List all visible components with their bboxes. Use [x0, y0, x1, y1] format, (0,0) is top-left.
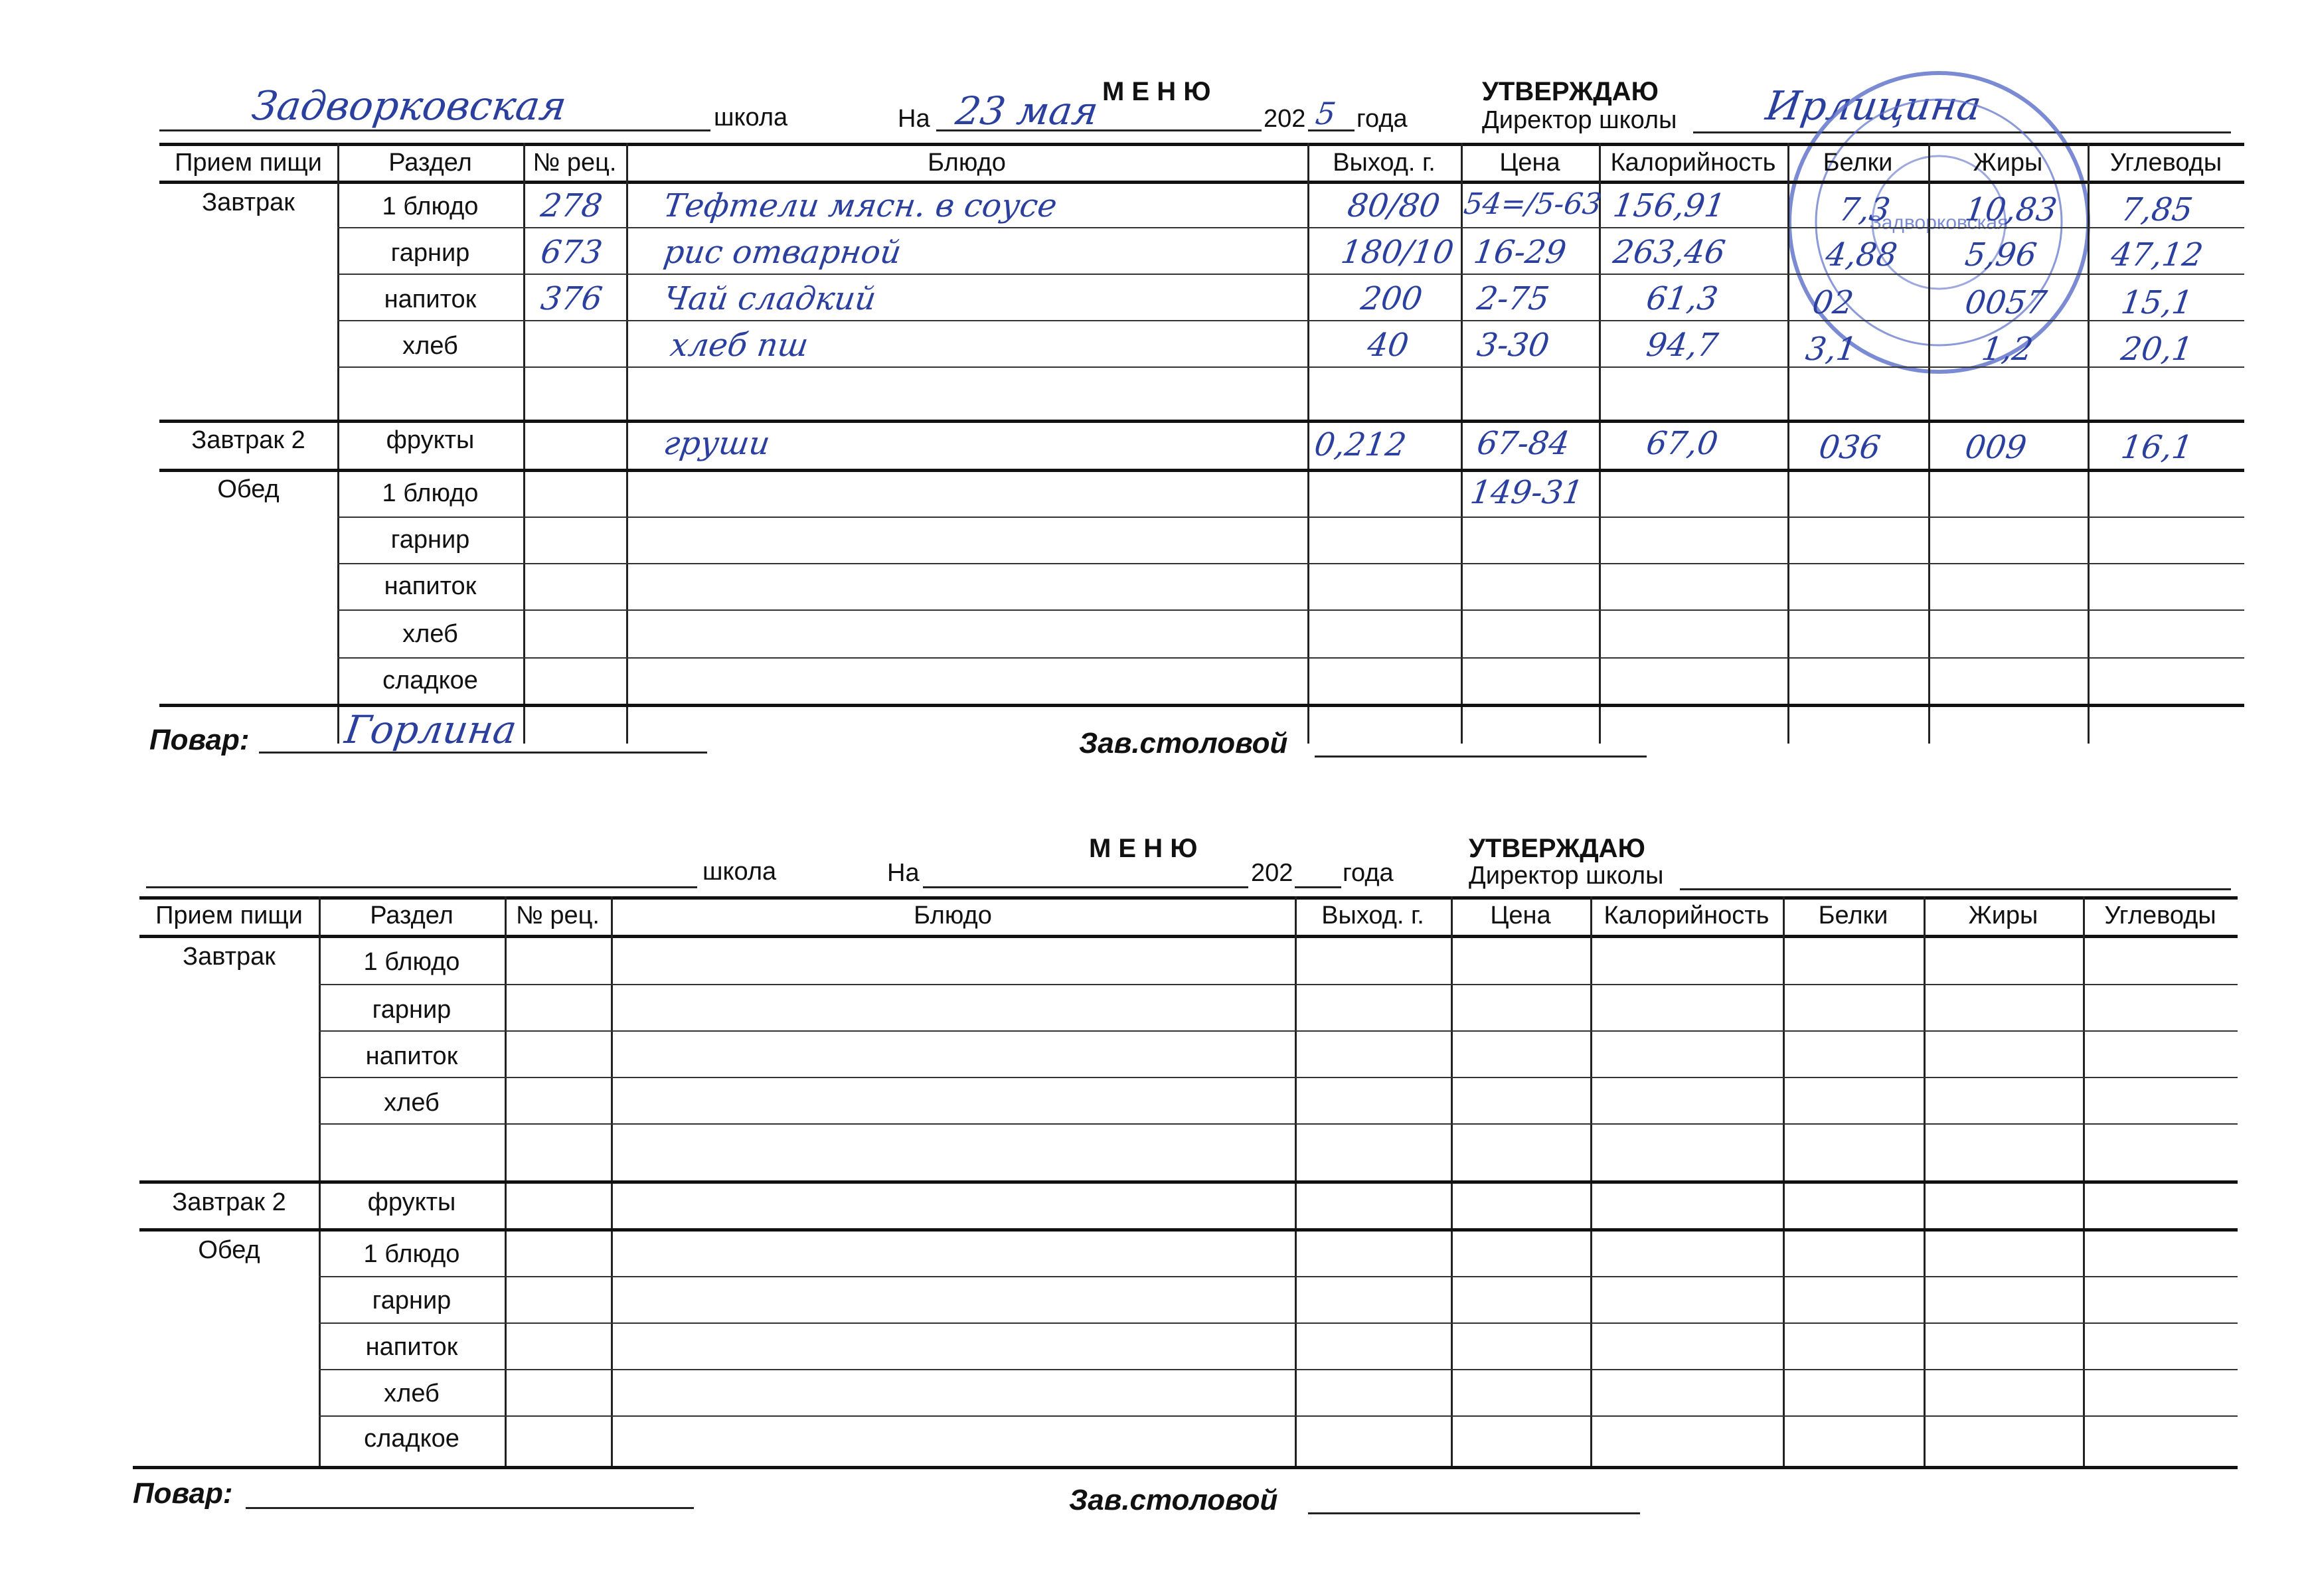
section-label: хлеб — [402, 332, 458, 360]
approve-label: УТВЕРЖДАЮ — [1469, 834, 1645, 863]
canteen-sign-line — [1315, 756, 1647, 758]
col-divider — [1307, 143, 1309, 744]
hw-fats: 10,83 — [1963, 191, 2060, 228]
section-label: напиток — [384, 572, 477, 600]
col-dish-header: Блюдо — [928, 149, 1006, 177]
hw-carbs: 15,1 — [2119, 284, 2195, 321]
canteen-label: Зав.столовой — [1079, 727, 1288, 759]
cook-label: Повар: — [133, 1477, 233, 1510]
hw-price: 54=/5-63 — [1461, 187, 1604, 221]
meal-label-lunch: Обед — [198, 1236, 260, 1264]
header-bottom-border — [139, 935, 2238, 938]
stamp-center-text: Задворковская — [1869, 212, 2009, 234]
year-line — [1295, 886, 1341, 888]
meal-label-breakfast-2: Завтрак 2 — [191, 426, 305, 454]
col-fats-header: Жиры — [1968, 902, 2038, 929]
section-label: гарнир — [372, 1287, 452, 1315]
hw-dish: Чай сладкий — [661, 280, 878, 317]
row-divider — [319, 1123, 2238, 1125]
row-divider — [337, 274, 2244, 275]
school-name-line — [159, 129, 710, 131]
col-recipe-header: № рец. — [516, 902, 600, 929]
year-digit-handwriting: 5 — [1313, 96, 1339, 131]
section-label: 1 блюдо — [382, 479, 479, 507]
col-price-header: Цена — [1490, 902, 1551, 929]
canteen-label: Зав.столовой — [1069, 1484, 1278, 1516]
year-label: года — [1357, 105, 1408, 133]
col-fats-header: Жиры — [1973, 149, 2043, 177]
date-line — [923, 886, 1248, 888]
col-divider — [2088, 143, 2090, 744]
col-price-header: Цена — [1499, 149, 1560, 177]
hw-yield: 40 — [1365, 327, 1412, 364]
hw-carbs: 47,12 — [2109, 236, 2206, 274]
row-divider — [337, 609, 2244, 611]
school-name-handwriting: Задворковская — [249, 83, 570, 129]
col-dish-header: Блюдо — [914, 902, 992, 929]
hw-proteins: 3,1 — [1803, 331, 1860, 368]
hw-calories: 156,91 — [1611, 187, 1728, 224]
block-divider — [159, 469, 2244, 472]
date-handwriting: 23 мая — [953, 88, 1102, 133]
hw-calories: 94,7 — [1644, 327, 1720, 364]
col-carbs-header: Углеводы — [2109, 149, 2222, 177]
section-label: напиток — [365, 1333, 458, 1361]
section-label: 1 блюдо — [363, 1240, 460, 1268]
menu-form-1 — [0, 40, 2304, 759]
block-divider — [139, 1228, 2238, 1232]
row-divider — [319, 1077, 2238, 1078]
hw-price: 67-84 — [1475, 425, 1572, 462]
director-label: Директор школы — [1469, 862, 1664, 890]
col-proteins-header: Белки — [1818, 902, 1888, 929]
col-divider — [1599, 143, 1601, 744]
col-divider — [523, 143, 525, 744]
menu-form-2 — [0, 797, 2304, 1516]
approve-label: УТВЕРЖДАЮ — [1482, 77, 1659, 106]
table-bottom-border — [133, 1466, 2238, 1469]
director-signature-handwriting: Ирлицина — [1763, 83, 1985, 129]
section-label: хлеб — [384, 1380, 440, 1407]
col-recipe-header: № рец. — [533, 149, 617, 177]
hw-calories: 61,3 — [1644, 280, 1720, 317]
section-label: гарнир — [372, 996, 452, 1024]
hw-carbs: 20,1 — [2119, 331, 2195, 368]
hw-price: 2-75 — [1475, 280, 1552, 317]
hw-calories: 67,0 — [1644, 425, 1720, 462]
hw-yield: 200 — [1358, 280, 1425, 317]
col-section-header: Раздел — [370, 902, 453, 929]
row-divider — [337, 517, 2244, 518]
section-label: напиток — [384, 285, 477, 313]
year-prefix: 202 — [1264, 105, 1306, 133]
menu-title: М Е Н Ю — [1102, 77, 1211, 106]
col-calories-header: Калорийность — [1604, 902, 1769, 929]
row-divider — [337, 320, 2244, 321]
col-yield-header: Выход. г. — [1321, 902, 1424, 929]
date-on-label: На — [887, 859, 920, 887]
table-top-border — [159, 143, 2244, 146]
school-label: школа — [702, 858, 777, 886]
col-meal-header: Прием пищи — [155, 902, 303, 929]
block-divider — [139, 1180, 2238, 1184]
row-divider — [337, 366, 2244, 368]
hw-recipe: 278 — [538, 187, 605, 224]
hw-price: 3-30 — [1475, 327, 1552, 364]
hw-fats: 0057 — [1963, 284, 2050, 321]
hw-fats: 1,2 — [1979, 331, 2036, 368]
block-divider — [159, 420, 2244, 423]
canteen-sign-line — [1308, 1512, 1640, 1514]
hw-recipe: 673 — [538, 234, 605, 271]
hw-carbs: 16,1 — [2119, 429, 2195, 466]
year-label: года — [1343, 859, 1394, 887]
date-on-label: На — [898, 105, 930, 133]
meal-label-breakfast: Завтрак — [183, 943, 276, 971]
header-bottom-border — [159, 181, 2244, 184]
hw-dish: Тефтели мясн. в соусе — [661, 187, 1060, 224]
section-label: 1 блюдо — [363, 948, 460, 976]
hw-price: 16-29 — [1471, 234, 1569, 271]
col-divider — [1928, 143, 1930, 744]
section-label: хлеб — [402, 620, 458, 648]
hw-yield: 180/10 — [1339, 234, 1456, 271]
hw-yield: 80/80 — [1345, 187, 1443, 224]
section-label: сладкое — [382, 667, 478, 694]
row-divider — [319, 1322, 2238, 1324]
meal-label-breakfast: Завтрак — [202, 189, 295, 216]
col-yield-header: Выход. г. — [1333, 149, 1436, 177]
hw-dish: рис отварной — [661, 234, 904, 271]
hw-proteins: 02 — [1810, 284, 1856, 321]
section-label: гарнир — [390, 239, 470, 267]
hw-yield: 0,212 — [1312, 426, 1409, 463]
section-label: хлеб — [384, 1089, 440, 1117]
section-label: 1 блюдо — [382, 193, 479, 220]
director-sign-line — [1680, 888, 2231, 890]
col-carbs-header: Углеводы — [2104, 902, 2216, 929]
row-divider — [319, 1369, 2238, 1370]
section-label: напиток — [365, 1042, 458, 1070]
row-divider — [319, 1415, 2238, 1417]
row-divider — [319, 1276, 2238, 1277]
cook-signature-handwriting: Горлина — [342, 707, 520, 752]
col-divider — [626, 143, 628, 744]
school-name-line — [146, 886, 697, 888]
meal-label-breakfast-2: Завтрак 2 — [172, 1188, 286, 1216]
row-divider — [337, 657, 2244, 659]
menu-title: М Е Н Ю — [1089, 834, 1198, 863]
hw-price: 149-31 — [1468, 474, 1586, 511]
section-label: фрукты — [367, 1188, 456, 1216]
section-label: сладкое — [364, 1425, 459, 1453]
director-label: Директор школы — [1482, 106, 1677, 134]
hw-recipe: 376 — [538, 280, 605, 317]
col-divider — [1461, 143, 1463, 744]
hw-carbs: 7,85 — [2119, 191, 2195, 228]
table-top-border — [139, 896, 2238, 900]
cook-label: Повар: — [149, 724, 250, 756]
hw-fats: 5,96 — [1963, 236, 2039, 274]
hw-fats: 009 — [1963, 429, 2029, 466]
section-label: фрукты — [386, 426, 475, 454]
hw-proteins: 4,88 — [1823, 236, 1900, 274]
col-proteins-header: Белки — [1823, 149, 1893, 177]
row-divider — [319, 1030, 2238, 1032]
cook-sign-line — [246, 1507, 694, 1509]
year-prefix: 202 — [1251, 859, 1293, 887]
hw-dish: хлеб пш — [668, 327, 811, 364]
row-divider — [337, 563, 2244, 564]
hw-dish: груши — [661, 425, 773, 462]
row-divider — [337, 227, 2244, 228]
col-calories-header: Калорийность — [1610, 149, 1776, 177]
row-divider — [319, 984, 2238, 985]
school-label: школа — [714, 104, 788, 131]
hw-calories: 263,46 — [1611, 234, 1728, 271]
section-label: гарнир — [390, 526, 470, 554]
col-meal-header: Прием пищи — [175, 149, 322, 177]
meal-label-lunch: Обед — [217, 475, 280, 503]
col-divider — [1787, 143, 1789, 744]
hw-proteins: 036 — [1817, 429, 1883, 466]
col-section-header: Раздел — [388, 149, 472, 177]
hw-proteins: 7,3 — [1837, 191, 1893, 228]
